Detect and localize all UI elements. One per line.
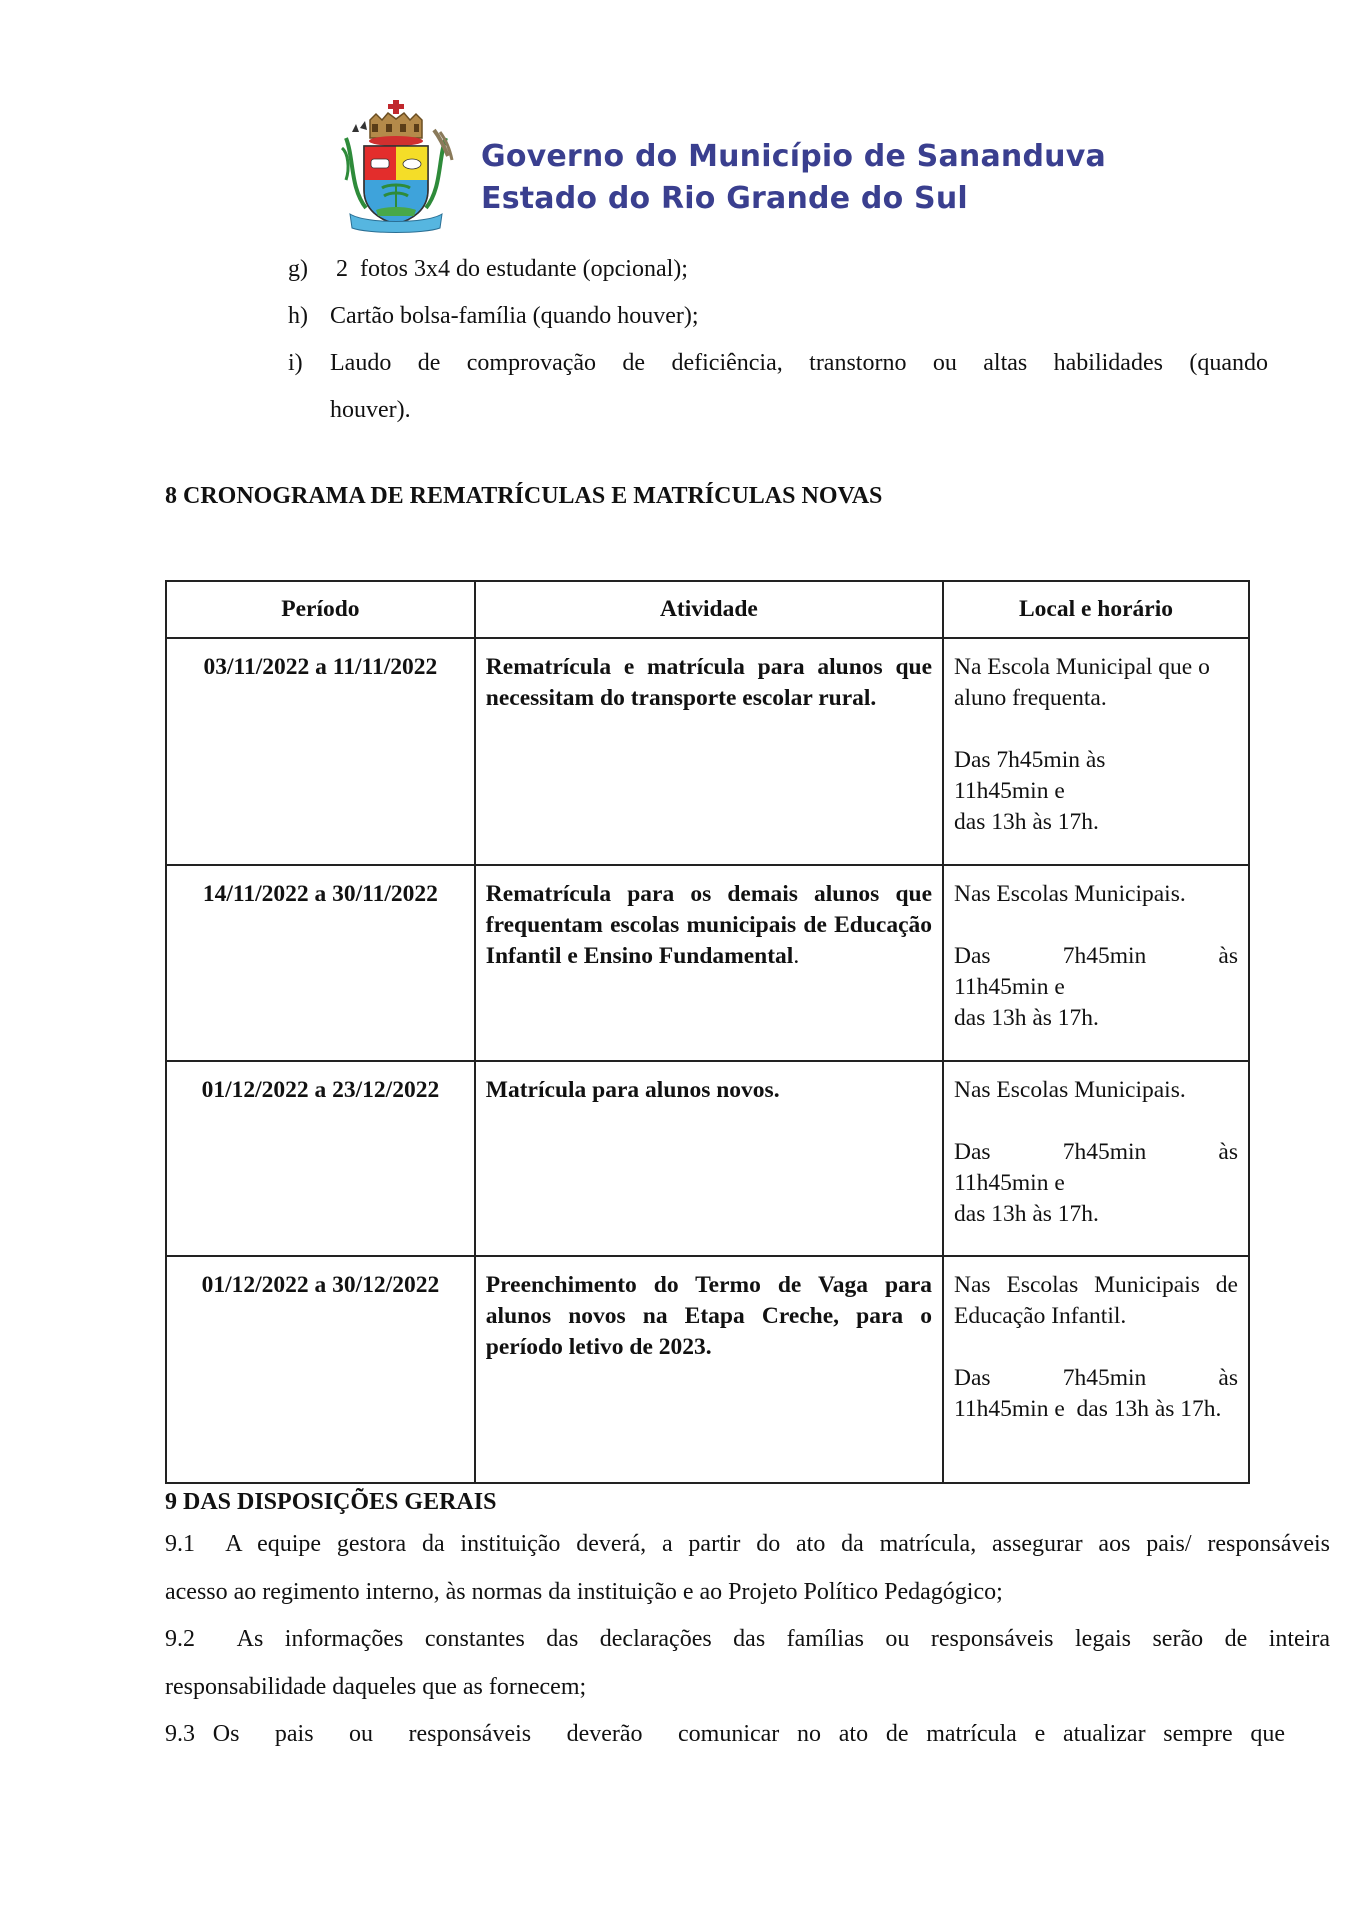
list-item [288, 246, 1268, 293]
activity-text: Rematrícula para os demais alunos que frequentam escolas municipais de Educação Infantil e Ensino Fundamental [485, 881, 933, 969]
hours-text: 11h45min e [954, 974, 1065, 1000]
hours-text: 11h45min e [954, 1170, 1065, 1196]
letterhead-line-2: Estado do Rio Grande do Sul [481, 181, 968, 216]
hours-text: das 13h às 17h. [954, 1005, 1099, 1031]
list-item-text: Cartão bolsa-família (quando houver); [330, 303, 699, 329]
list-item-text-line: houver). [330, 397, 411, 423]
list-item [288, 340, 1268, 434]
hours-text: das 13h às 17h. [954, 809, 1099, 835]
letterhead-line-1: Governo do Município de Sananduva [481, 139, 1106, 174]
section-9-title: 9 DAS DISPOSIÇÕES GERAIS [165, 1489, 497, 1515]
list-item-text: 2 fotos 3x4 do estudante (opcional); [330, 256, 688, 282]
hours-text: Das 7h45min às [954, 1365, 1238, 1391]
list-marker: g) [288, 256, 308, 282]
local-text: Nas Escolas Municipais. [954, 881, 1186, 907]
table-row [166, 638, 1249, 865]
paragraph-line: 9.3 Os pais ou responsáveis deverão comunicar no ato de matrícula e atualizar sempre que [165, 1721, 1285, 1747]
list-marker: i) [288, 350, 303, 376]
paragraph-line: 9.1 A equipe gestora da instituição deverá, a partir do ato da matrícula, assegurar aos pais/ responsáveis [165, 1531, 1330, 1557]
section-8-title: 8 CRONOGRAMA DE REMATRÍCULAS E MATRÍCULAS NOVAS [165, 483, 883, 509]
period-cell: 03/11/2022 a 11/11/2022 [166, 638, 475, 865]
table-row [166, 1256, 1249, 1483]
column-header-activity: Atividade [475, 581, 943, 638]
list-item [288, 293, 1268, 340]
section-9-body [165, 1521, 1330, 1759]
schedule-table [165, 580, 1250, 1484]
list-item-text-line: Laudo de comprovação de deficiência, transtorno ou altas habilidades (quando [330, 350, 1268, 376]
period-cell: 14/11/2022 a 30/11/2022 [166, 865, 475, 1061]
hours-text: 11h45min e [954, 778, 1065, 804]
table-header-row [166, 581, 1249, 638]
hours-text: Das 7h45min às [954, 1139, 1238, 1165]
table-row [166, 1061, 1249, 1256]
column-header-local: Local e horário [943, 581, 1249, 638]
list-marker: h) [288, 303, 308, 329]
paragraph-line: acesso ao regimento interno, às normas da instituição e ao Projeto Político Pedagógico; [165, 1578, 1003, 1605]
paragraph-9-3 [165, 1711, 1285, 1759]
activity-cell [475, 865, 943, 1061]
local-cell [943, 1061, 1249, 1256]
local-cell [943, 865, 1249, 1061]
hours-text: das 13h às 17h. [954, 1201, 1099, 1227]
local-text: Nas Escolas Municipais de Educação Infantil. [954, 1272, 1250, 1329]
coat-of-arms-icon [336, 98, 456, 233]
paragraph-line: responsabilidade daqueles que as fornecem; [165, 1673, 587, 1700]
activity-tail: . [793, 943, 800, 969]
letterhead [336, 98, 1136, 233]
column-header-period: Período [166, 581, 475, 638]
activity-cell: Rematrícula e matrícula para alunos que necessitam do transporte escolar rural. [475, 638, 943, 865]
paragraph-9-1 [165, 1521, 1330, 1616]
table-row [166, 865, 1249, 1061]
period-cell: 01/12/2022 a 30/12/2022 [166, 1256, 475, 1483]
activity-cell: Matrícula para alunos novos. [475, 1061, 943, 1256]
period-cell: 01/12/2022 a 23/12/2022 [166, 1061, 475, 1256]
document-list [288, 246, 1268, 434]
local-text: Nas Escolas Municipais. [954, 1077, 1186, 1103]
local-cell [943, 638, 1249, 865]
paragraph-line: 9.2 As informações constantes das declarações das famílias ou responsáveis legais serão de inteira [165, 1626, 1330, 1652]
letterhead-title [481, 136, 1106, 220]
hours-text: 11h45min e das 13h às 17h. [954, 1396, 1222, 1422]
list-item-text [330, 340, 1268, 434]
paragraph-9-2 [165, 1616, 1330, 1711]
activity-cell: Preenchimento do Termo de Vaga para alunos novos na Etapa Creche, para o período letivo de 2023. [475, 1256, 943, 1483]
local-text: Na Escola Municipal que o aluno frequenta. [954, 654, 1210, 711]
hours-text: Das 7h45min às [954, 943, 1238, 969]
local-cell [943, 1256, 1249, 1483]
hours-text: Das 7h45min às [954, 747, 1106, 773]
